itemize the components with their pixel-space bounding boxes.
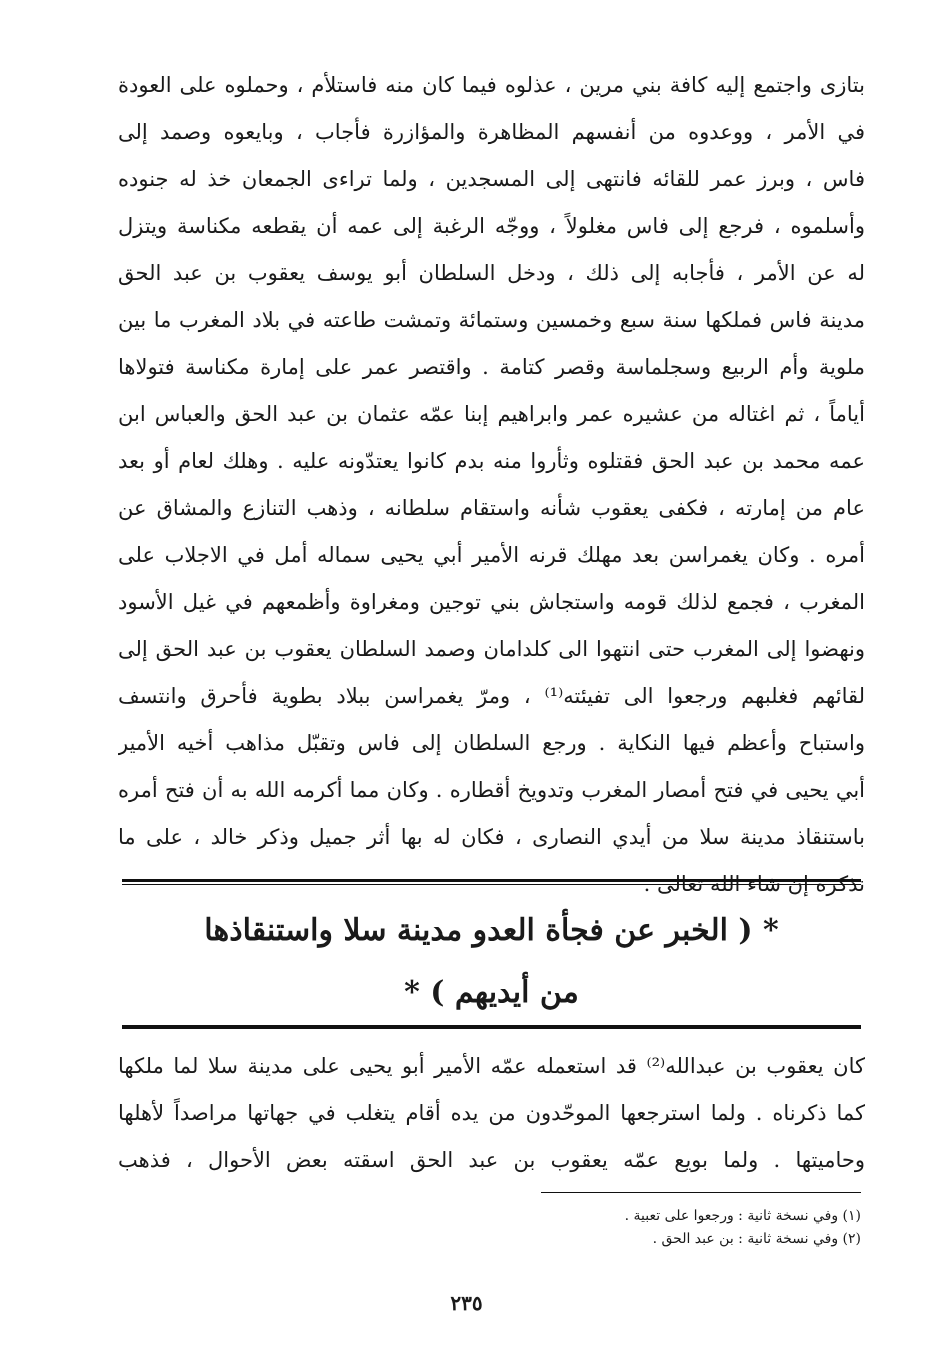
section-text: [118, 1043, 865, 1184]
footnote: (١) وفي نسخة ثانية : ورجعوا على تعبية .: [624, 1208, 861, 1224]
text-line: المغرب ، فجمع لذلك قومه واستجاش بني توجين ومغراوة وأظمعهم في غيل الأسود: [118, 590, 865, 614]
text-line: بتازى واجتمع إليه كافة بني مرين ، عذلوه فيما كان منه فاستلأم ، وحملوه على العودة: [118, 73, 865, 97]
text-line: عمه محمد بن عبد الحق فقتلوه وثأروا منه بدم كانوا يعتدّونه عليه . وهلك لعام أو بعد: [118, 449, 865, 473]
text-line: أياماً ، ثم اغتاله من عشيره عمر وابراهيم إبنا عمّه عثمان بن عبد الحق والعباس ابن: [118, 402, 865, 426]
text-line: عام من إمارته ، فكفى يعقوب شأنه واستقام سلطانه ، وذهب التنازع والمشاق عن: [118, 496, 865, 520]
text-line: ملوية وأم الربيع وسجلماسة وقصر كتامة . واقتصر عمر على إمارة مكناسة فتولاها: [118, 355, 865, 379]
text-line: وحاميتها . ولما بويع عمّه يعقوب بن عبد الحق اسقته بعض الأحوال ، فذهب: [118, 1148, 865, 1172]
text-line: لقائهم فغلبهم ورجعوا الى تفيئته⁽¹⁾ ، ومرّ يغمراسن ببلاد بطوية فأحرق وانتسف: [118, 684, 865, 708]
text-line: كان يعقوب بن عبدالله⁽²⁾ قد استعمله عمّه الأمير أبو يحيى على مدينة سلا لما ملكها: [118, 1054, 865, 1078]
section-heading: [118, 900, 865, 1024]
footnote: (٢) وفي نسخة ثانية : بن عبد الحق .: [652, 1231, 861, 1247]
text-line: أمره . وكان يغمراسن بعد مهلك قرنه الأمير أبي يحيى سماله أمل في الاجلاب على: [118, 543, 865, 567]
text-line: كما ذكرناه . ولما استرجعها الموحّدون من يده أقام يتغلب في جهاتها مراصداً لأهلها: [118, 1101, 865, 1125]
text-line: ونهضوا إلى المغرب حتى انتهوا الى كلدامان وصمد السلطان يعقوب بن عبد الحق إلى: [118, 637, 865, 661]
main-text: [118, 62, 865, 908]
footnote-separator: [541, 1192, 861, 1193]
heading-line: من أيديهم ) *: [404, 975, 579, 1010]
text-line: له عن الأمر ، فأجابه إلى ذلك ، ودخل السلطان أبو يوسف يعقوب بن عبد الحق: [118, 261, 865, 285]
text-line: فاس ، وبرز عمر للقائه فانتهى إلى المسجدين ، ولما تراءى الجمعان خذ له جنوده: [118, 167, 865, 191]
text-line: وأسلموه ، فرجع إلى فاس مغلولاً ، ووجّه الرغبة إلى عمه أن يقطعه مكناسة ويتزل: [118, 214, 865, 238]
text-line: مدينة فاس فملكها سنة سبع وخمسين وستمائة وتمشت طاعته في بلاد المغرب ما بين: [118, 308, 865, 332]
footnotes: [625, 1205, 861, 1251]
text-line: باستنقاذ مدينة سلا من أيدي النصارى ، فكان له بها أثر جميل وذكر خالد ، على ما: [118, 825, 865, 849]
page-number: ٢٣٥: [450, 1291, 483, 1315]
heading-line: * ( الخبر عن فجأة العدو مدينة سلا واستنقاذها: [204, 913, 779, 948]
text-line: نذكره إن شاء الله تعالى .: [643, 872, 865, 896]
text-line: أبي يحيى في فتح أمصار المغرب وتدويخ أقطاره . وكان مما أكرمه الله به أن فتح أمره: [118, 778, 865, 802]
text-line: في الأمر ، ووعدوه من أنفسهم المظاهرة والمؤازرة فأجاب ، وبايعوه وصمد إلى: [118, 120, 865, 144]
text-line: واستباح وأعظم فيها النكاية . ورجع السلطان إلى فاس وتقبّل مذاهب أخيه الأمير: [118, 731, 865, 755]
